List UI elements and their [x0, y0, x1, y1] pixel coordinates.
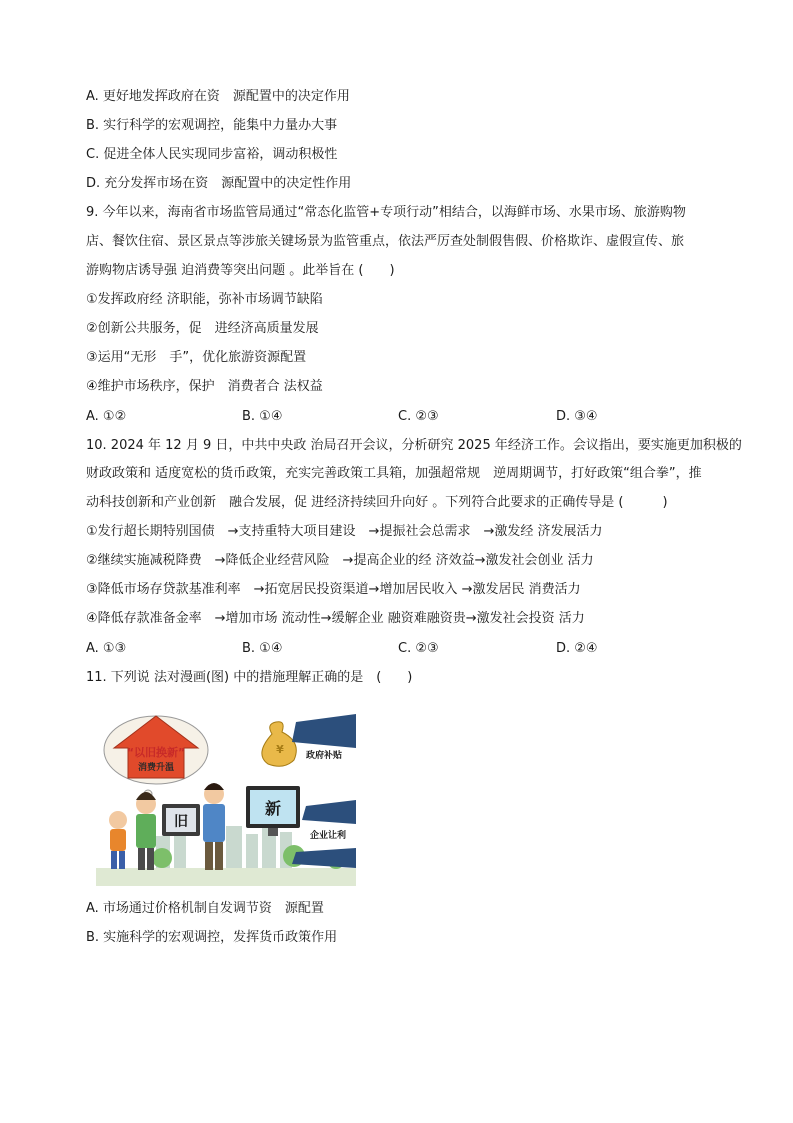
q11-cartoon: [96, 708, 356, 886]
q11-option-b: B. 实施科学的宏观调控，发挥货币政策作用: [86, 930, 338, 945]
q9-stem-line-2: 店、餐饮住宿、景区景点等涉旅关键场景为监管重点，依法严厉查处制假售假、价格欺诈、虚假宣传、旅: [86, 234, 685, 249]
q8-option-a: A. 更好地发挥政府在资 源配置中的决定作用: [86, 89, 350, 104]
q9-stem-line-3: 游购物店诱导强 迫消费等突出问题 。此举旨在 ( ): [86, 263, 395, 278]
q9-choices: [86, 408, 726, 426]
q10-stem-line-2: 财政政策和 适度宽松的货币政策，充实完善政策工具箱，加强超常规 逆周期调节，打好政策“组合拳”，推: [86, 466, 702, 481]
q9-item-3: ③运用“无形 手”，优化旅游资源配置: [86, 350, 307, 365]
q8-option-d: D. 充分发挥市场在资 源配置中的决定性作用: [86, 176, 352, 191]
q10-choice-d: D. ②④: [556, 641, 598, 656]
q10-stem-line-3: 动科技创新和产业创新 融合发展，促 进经济持续回升向好 。下列符合此要求的正确传导是 ( ): [86, 495, 668, 510]
q9-stem-line-1: 9. 今年以来，海南省市场监管局通过“常态化监管+专项行动”相结合，以海鲜市场、水果市场、旅游购物: [86, 205, 686, 220]
q8-option-c: C. 促进全体人民实现同步富裕，调动积极性: [86, 147, 338, 162]
q9-choice-a: A. ①②: [86, 409, 127, 424]
q10-choice-a: A. ①③: [86, 641, 127, 656]
q11-option-a: A. 市场通过价格机制自发调节资 源配置: [86, 901, 324, 916]
q10-stem-line-1: 10. 2024 年 12 月 9 日，中共中央政 治局召开会议，分析研究 2025 年经济工作。会议指出，要实施更加积极的: [86, 438, 742, 453]
arrow-text-2: 消费升温: [137, 763, 175, 773]
discount-label: 企业让利: [309, 831, 347, 841]
old-label: 旧: [174, 814, 188, 830]
q9-choice-c: C. ②③: [398, 409, 439, 424]
q9-choice-b: B. ①④: [242, 409, 283, 424]
q10-choices: [86, 640, 726, 658]
q10-choice-b: B. ①④: [242, 641, 283, 656]
q10-item-1: ①发行超长期特别国债 →支持重特大项目建设 →提振社会总需求 →激发经 济发展活力: [86, 524, 603, 539]
q11-stem: 11. 下列说 法对漫画(图) 中的措施理解正确的是 ( ): [86, 670, 413, 685]
new-label: 新: [264, 799, 282, 818]
q10-choice-c: C. ②③: [398, 641, 439, 656]
q9-choice-d: D. ③④: [556, 409, 598, 424]
q9-item-1: ①发挥政府经 济职能，弥补市场调节缺陷: [86, 292, 323, 307]
subsidy-label: 政府补贴: [305, 751, 343, 761]
arrow-text-1: “以旧换新”: [126, 746, 186, 759]
q10-item-3: ③降低市场存贷款基准利率 →拓宽居民投资渠道→增加居民收入 →激发居民 消费活力: [86, 582, 581, 597]
q9-item-2: ②创新公共服务，促 进经济高质量发展: [86, 321, 319, 336]
q9-item-4: ④维护市场秩序，保护 消费者合 法权益: [86, 379, 323, 394]
q10-item-4: ④降低存款准备金率 →增加市场 流动性→缓解企业 融资难融资贵→激发社会投资 活力: [86, 611, 585, 626]
ground: [96, 868, 356, 886]
svg-text:¥: ¥: [276, 743, 284, 756]
q10-item-2: ②继续实施减税降费 →降低企业经营风险 →提高企业的经 济效益→激发社会创业 活力: [86, 553, 594, 568]
q8-option-b: B. 实行科学的宏观调控，能集中力量办大事: [86, 118, 338, 133]
